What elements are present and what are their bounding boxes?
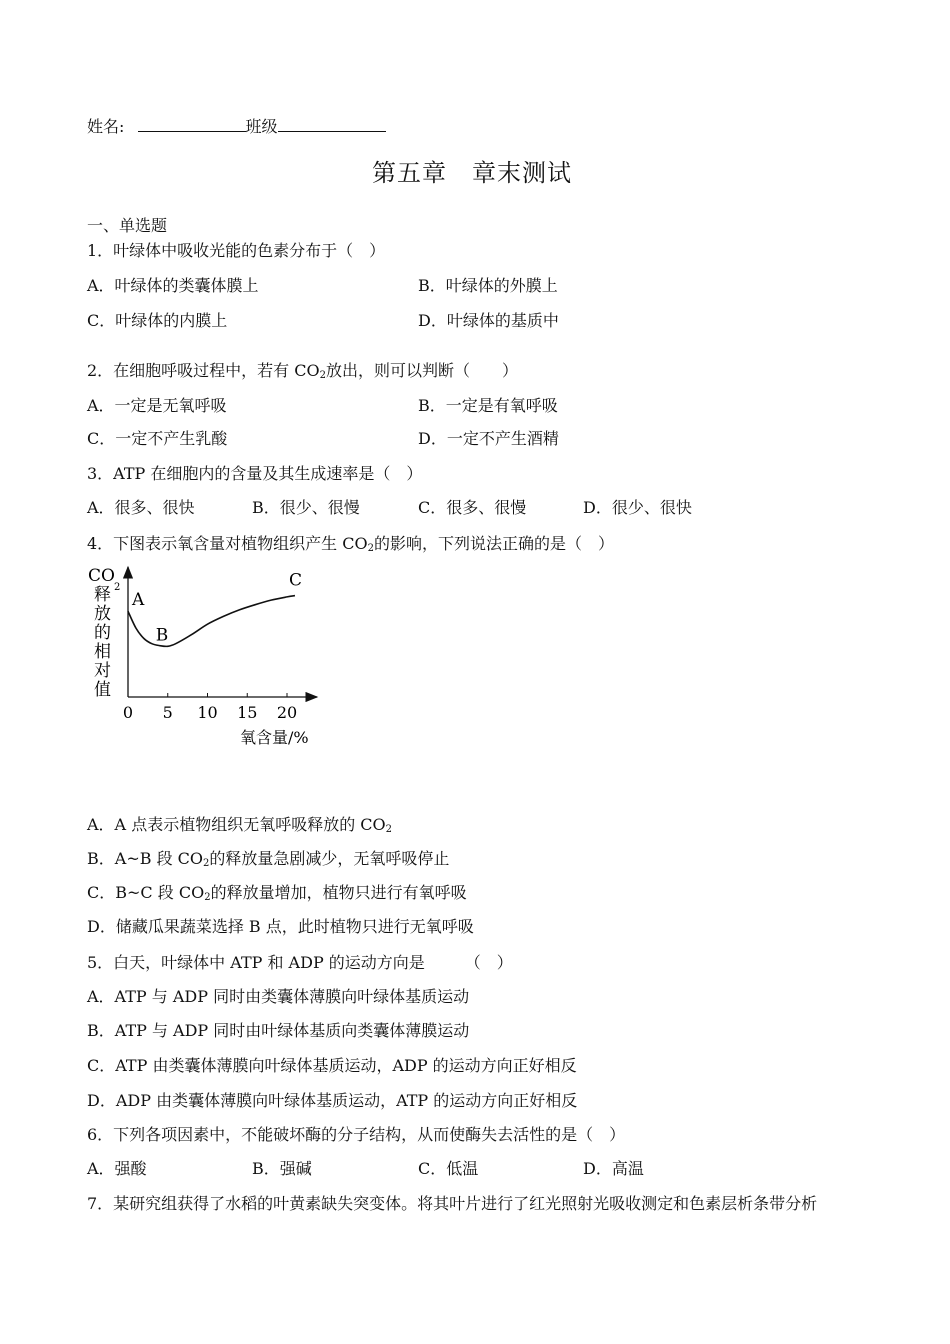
x-axis-label: 氧含量/% (240, 728, 309, 747)
class-blank[interactable] (278, 117, 386, 132)
name-class-line (87, 117, 386, 137)
q4-option-c[interactable] (87, 883, 467, 903)
q5-option-c[interactable]: C．ATP 由类囊体薄膜向叶绿体基质运动，ADP 的运动方向正好相反 (87, 1056, 577, 1075)
q4-option-b[interactable] (87, 849, 449, 869)
q1-stem: 1．叶绿体中吸收光能的色素分布于（ ） (87, 241, 386, 260)
q5-stem: 5．白天，叶绿体中 ATP 和 ADP 的运动方向是 （ ） (87, 953, 513, 972)
q6-option-d[interactable]: D．高温 (583, 1159, 644, 1178)
y-label-char: 值 (94, 680, 111, 700)
point-labels (131, 571, 302, 646)
q1-option-c[interactable]: C．叶绿体的内膜上 (87, 311, 228, 330)
y-label-char: 释 (94, 585, 111, 605)
q6-option-b[interactable]: B．强碱 (252, 1159, 312, 1178)
q2-option-c[interactable]: C．一定不产生乳酸 (87, 429, 228, 448)
q5-option-a[interactable]: A．ATP 与 ADP 同时由类囊体薄膜向叶绿体基质运动 (87, 987, 470, 1006)
q3-option-d[interactable]: D．很少、很快 (583, 498, 692, 517)
q2-option-b[interactable]: B．一定是有氧呼吸 (418, 396, 558, 415)
q4-c-sub: 2 (204, 892, 211, 903)
q3-stem: 3．ATP 在细胞内的含量及其生成速率是（ ） (87, 464, 423, 483)
point-label-a: A (132, 590, 145, 611)
q4-stem-post: 的影响，下列说法正确的是（ ） (374, 534, 615, 553)
q4-c-post: 的释放量增加，植物只进行有氧呼吸 (210, 883, 467, 902)
q4-stem (87, 534, 614, 554)
q6-option-c[interactable]: C．低温 (418, 1159, 479, 1178)
y-label-char: 相 (94, 642, 111, 662)
q2-option-d[interactable]: D．一定不产生酒精 (418, 429, 559, 448)
name-blank[interactable] (138, 117, 246, 132)
x-tick-label: 10 (197, 703, 218, 722)
q3-option-b[interactable]: B．很少、很慢 (252, 498, 360, 517)
page-title: 第五章 章末测试 (372, 159, 572, 187)
q4-b-pre: B．A~B 段 CO (87, 849, 204, 868)
q2-stem (87, 361, 518, 381)
q4-a-text: A．A 点表示植物组织无氧呼吸释放的 CO (87, 815, 386, 834)
q4-stem-sub: 2 (367, 543, 375, 554)
point-label-b: B (155, 625, 169, 646)
y-label-sub: 2 (114, 582, 121, 593)
q6-option-a[interactable]: A．强酸 (87, 1159, 147, 1178)
q4-option-d[interactable]: D．储藏瓜果蔬菜选择 B 点，此时植物只进行无氧呼吸 (87, 917, 474, 936)
y-label-char: 的 (94, 623, 111, 643)
q7-stem: 7．某研究组获得了水稻的叶黄素缺失突变体。将其叶片进行了红光照射光吸收测定和色素层析条带分析 (87, 1194, 818, 1213)
q4-b-sub: 2 (203, 858, 210, 869)
y-axis-label (88, 566, 120, 700)
x-tick-label: 5 (162, 703, 173, 722)
q2-stem-post: 放出，则可以判断（ ） (326, 361, 519, 380)
q5-option-b[interactable]: B．ATP 与 ADP 同时由叶绿体基质向类囊体薄膜运动 (87, 1021, 470, 1040)
q6-stem: 6．下列各项因素中，不能破坏酶的分子结构，从而使酶失去活性的是（ ） (87, 1125, 626, 1144)
q4-a-sub: 2 (385, 824, 393, 835)
q1-option-d[interactable]: D．叶绿体的基质中 (418, 311, 559, 330)
y-label-char: 放 (94, 604, 111, 624)
name-label: 姓名: (87, 117, 125, 136)
q2-option-a[interactable]: A．一定是无氧呼吸 (87, 396, 227, 415)
section-heading: 一、单选题 (87, 216, 168, 235)
y-label-co: CO (88, 566, 115, 586)
q4-b-post: 的释放量急剧减少，无氧呼吸停止 (209, 849, 450, 868)
point-label-c: C (288, 570, 302, 591)
q4-stem-pre: 4．下图表示氧含量对植物组织产生 CO (87, 534, 368, 553)
x-tick-label: 20 (276, 703, 298, 722)
x-tick-label: 0 (122, 703, 134, 722)
x-tick-label: 15 (237, 703, 258, 722)
q3-option-a[interactable]: A．很多、很快 (87, 498, 195, 517)
y-label-char: 对 (94, 661, 111, 681)
co2-release-chart (84, 560, 334, 755)
co2-curve (128, 596, 295, 647)
class-label: 班级 (245, 117, 278, 136)
q3-option-c[interactable]: C．很多、很慢 (418, 498, 527, 517)
q2-stem-sub: 2 (319, 370, 327, 381)
q4-option-a[interactable] (87, 815, 392, 835)
q1-option-b[interactable]: B．叶绿体的外膜上 (418, 276, 558, 295)
q5-option-d[interactable]: D．ADP 由类囊体薄膜向叶绿体基质运动，ATP 的运动方向正好相反 (87, 1091, 578, 1110)
q4-c-pre: C．B~C 段 CO (87, 883, 205, 902)
q2-stem-pre: 2．在细胞呼吸过程中，若有 CO (87, 361, 320, 380)
q1-option-a[interactable]: A．叶绿体的类囊体膜上 (87, 276, 259, 295)
